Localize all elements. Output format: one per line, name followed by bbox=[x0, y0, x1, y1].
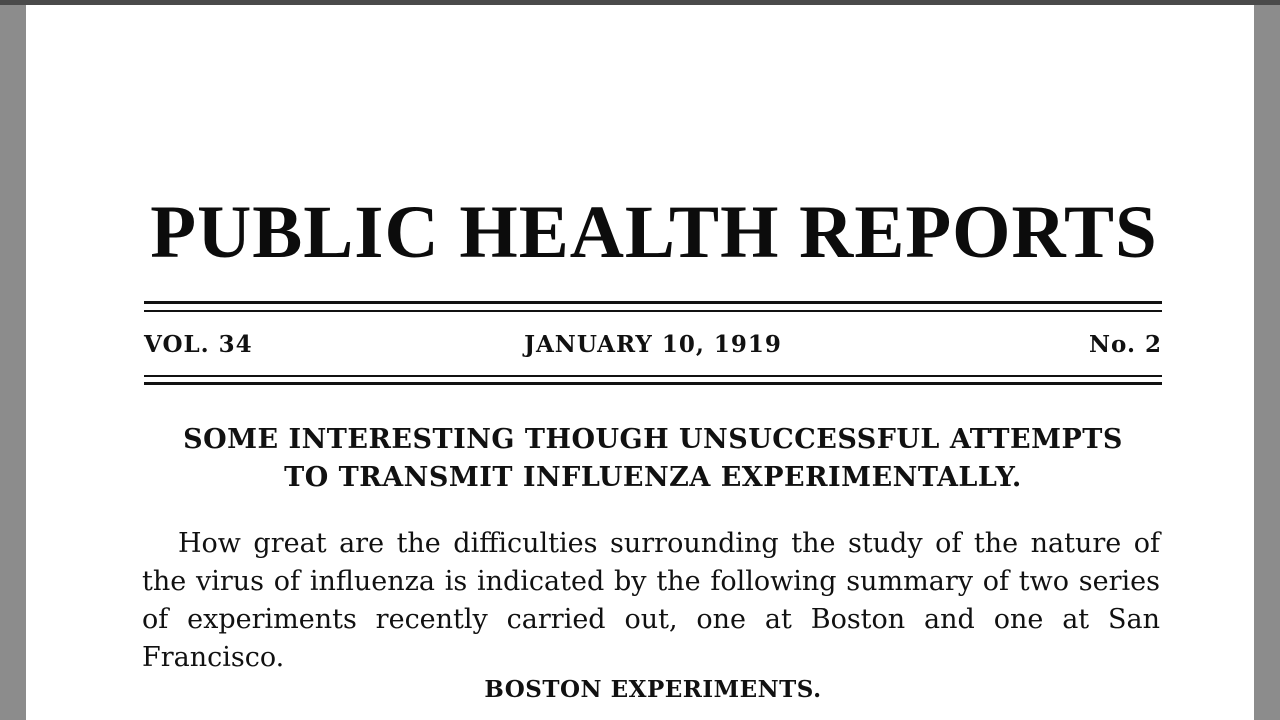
document-page bbox=[26, 5, 1254, 720]
masthead-rule-bottom-thin bbox=[144, 375, 1162, 377]
volume-number: VOL. 34 bbox=[144, 331, 253, 358]
masthead-rule-top-thin bbox=[144, 310, 1162, 312]
article-title-line-2: TO TRANSMIT INFLUENZA EXPERIMENTALLY. bbox=[284, 462, 1022, 493]
section-heading: BOSTON EXPERIMENTS. bbox=[484, 676, 822, 703]
article-title-line-1: SOME INTERESTING THOUGH UNSUCCESSFUL ATTEMPTS bbox=[183, 424, 1123, 455]
masthead-title: PUBLIC HEALTH REPORTS bbox=[150, 191, 1158, 274]
article-title bbox=[144, 421, 1162, 497]
masthead-rule-top bbox=[144, 301, 1162, 304]
body-paragraph: How great are the difficulties surrounding the study of the nature of the virus of influenza is indicated by the following summary of two series of experiments recently carried out, one at Boston and one at San Francisco. bbox=[142, 528, 1160, 673]
issue-number: No. 2 bbox=[1089, 331, 1162, 358]
issue-info-line bbox=[144, 331, 1162, 359]
issue-date: JANUARY 10, 1919 bbox=[524, 331, 782, 358]
masthead-rule-bottom bbox=[144, 382, 1162, 385]
